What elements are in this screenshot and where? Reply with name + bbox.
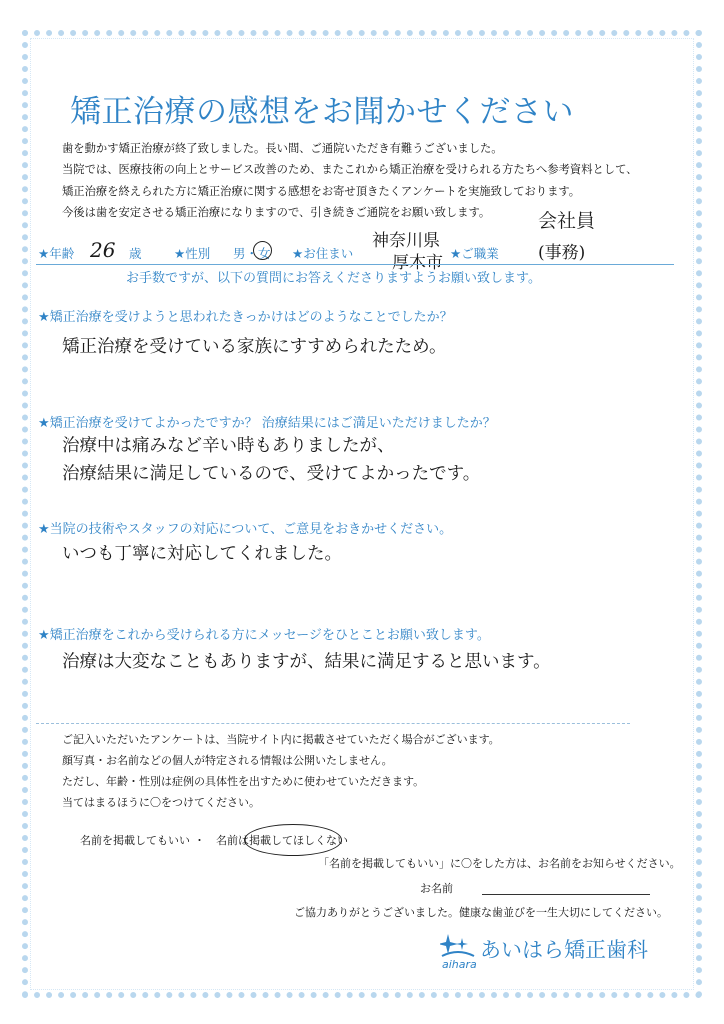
thanks-message: ご協力ありがとうございました。健康な歯並びを一生大切にしてください。	[294, 906, 668, 919]
clinic-subname: aihara	[442, 958, 477, 971]
answer-1-line-1: 矯正治療を受けている家族にすすめられたため。	[62, 337, 447, 357]
intro-line: 当院では、医療技術の向上とサービス改善のため、またこれから矯正治療を受けられる方たちへ参考資料として、	[62, 163, 638, 177]
name-request-note: 「名前を掲載してもいい」に〇をした方は、お名前をお知らせください。	[318, 857, 681, 870]
age-label: ★年齢	[38, 246, 75, 261]
job-detail: (事務)	[538, 243, 586, 263]
sparkle-logo-icon	[440, 930, 476, 960]
question-2: ★矯正治療を受けてよかったですか？ 治療結果にはご満足いただけましたか？	[38, 416, 496, 431]
clinic-name: あいはら矯正歯科	[480, 938, 648, 962]
option-separator: ・	[194, 834, 205, 847]
answer-4-line-1: 治療は大変なこともありますが、結果に満足すると思います。	[62, 652, 551, 672]
page-title: 矯正治療の感想をお聞かせください	[70, 94, 574, 130]
question-3: ★当院の技術やスタッフの対応について、ご意見をおきかせください。	[38, 522, 453, 537]
publication-notes	[62, 729, 500, 813]
name-label: お名前	[420, 882, 453, 895]
job-label: ★ご職業	[450, 246, 499, 261]
option-selection-circle	[244, 824, 342, 856]
residence-label: ★お住まい	[292, 246, 354, 261]
name-field[interactable]	[482, 894, 650, 895]
gender-label: ★性別	[174, 246, 211, 261]
intro-line: 今後は歯を安定させる矯正治療になりますので、引き続きご通院をお願い致します。	[62, 205, 491, 219]
job-value: 会社員	[538, 210, 596, 232]
info-underline	[36, 264, 674, 265]
option-name-ok[interactable]: 名前を掲載してもいい	[80, 834, 190, 847]
clinic-logo	[440, 928, 670, 978]
gender-selection-circle	[253, 241, 272, 260]
question-1: ★矯正治療を受けようと思われたきっかけはどのようなことでしたか？	[38, 310, 453, 325]
section-divider	[36, 723, 630, 724]
residence-city: 厚木市	[392, 253, 443, 273]
intro-line: 歯を動かす矯正治療が終了致しました。長い間、ご通院いただき有難うございました。	[62, 142, 503, 155]
footer-line: 顔写真・お名前などの個人が特定される情報は公開いたしません。	[62, 754, 393, 767]
answer-3-line-1: いつも丁寧に対応してくれました。	[62, 544, 342, 564]
age-unit: 歳	[129, 246, 142, 261]
option-name-not-ok[interactable]: 名前は掲載してほしくない	[216, 834, 348, 847]
footer-line: ご記入いただいたアンケートは、当院サイト内に掲載させていただく場合がございます。	[62, 733, 500, 746]
intro-line: 矯正治療を終えられた方に矯正治療に関する感想をお寄せ頂きたくアンケートを実施致しております。	[62, 184, 581, 198]
footer-line: 当てはまるほうに〇をつけてください。	[62, 796, 260, 809]
answer-2-line-1: 治療中は痛みなど辛い時もありましたが、	[62, 436, 395, 456]
answer-2-line-2: 治療結果に満足しているので、受けてよかったです。	[62, 464, 481, 484]
footer-line: ただし、年齢・性別は症例の具体性を出すために使わせていただきます。	[62, 775, 425, 788]
residence-prefecture: 神奈川県	[372, 231, 440, 251]
question-4: ★矯正治療をこれから受けられる方にメッセージをひとことお願い致します。	[38, 628, 490, 643]
instruction-notice: お手数ですが、以下の質問にお答えくださりますようお願い致します。	[126, 271, 541, 286]
gender-options: 男・女	[233, 246, 271, 261]
age-value: 26	[90, 238, 116, 262]
